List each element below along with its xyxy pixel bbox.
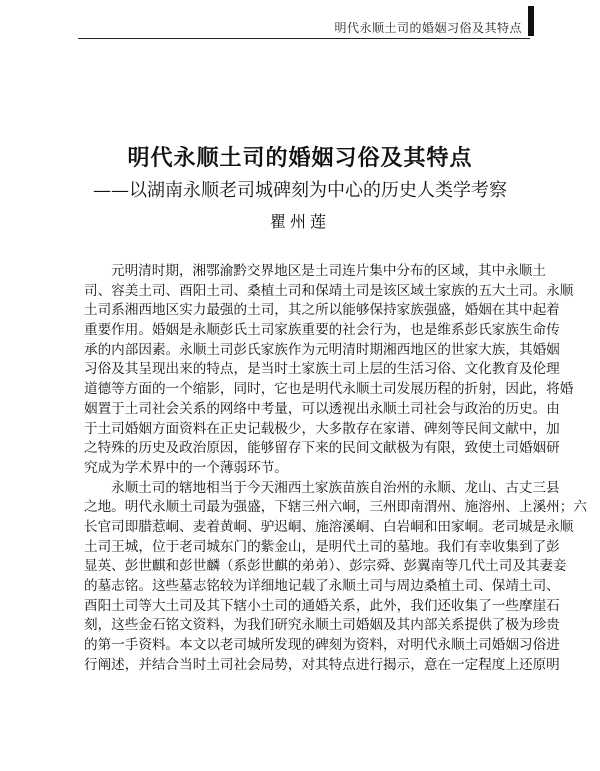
body-line: 的第一手资料。本文以老司城所发现的碑刻为资料，对明代永顺土司婚姻习俗进 bbox=[84, 637, 560, 654]
body-line: 究成为学术界中的一个薄弱环节。 bbox=[84, 459, 288, 476]
body-line: 姻置于土司社会关系的网络中考量，可以透视出永顺土司社会与政治的历史。由 bbox=[84, 400, 560, 417]
paragraph-1 bbox=[84, 262, 574, 479]
body-line: 永顺土司的辖地相当于今天湘西土家族苗族自治州的永顺、龙山、古丈三县 bbox=[111, 479, 560, 496]
body-line: 显英、彭世麒和彭世麟（系彭世麒的弟弟）、彭宗舜、彭翼南等几代土司及其妻妾 bbox=[84, 558, 567, 575]
running-title: 明代永顺土司的婚姻习俗及其特点 bbox=[334, 21, 522, 35]
body-line: 酉阳土司等大土司及其下辖小土司的通婚关系，此外，我们还收集了一些摩崖石 bbox=[84, 597, 560, 614]
running-header bbox=[78, 16, 530, 39]
body-line: 长官司即腊惹峒、麦着黄峒、驴迟峒、施溶溪峒、白岩峒和田家峒。老司城是永顺 bbox=[84, 518, 574, 535]
body-line: 土司系湘西地区实力最强的土司，其之所以能够保持家族强盛，婚姻在其中起着 bbox=[84, 302, 560, 319]
body-line: 元明清时期，湘鄂渝黔交界地区是土司连片集中分布的区域，其中永顺土 bbox=[111, 263, 546, 279]
body-line: 承的内部因素。永顺土司彭氏家族作为元明清时期湘西地区的世家大族，其婚姻 bbox=[84, 341, 560, 358]
body-line: 道德等方面的一个缩影，同时，它也是明代永顺土司发展历程的折射，因此，将婚 bbox=[84, 381, 574, 398]
article-title: 明代永顺土司的婚姻习俗及其特点 bbox=[127, 145, 473, 171]
body-line: 土司王城，位于老司城东门的紫金山，是明代土司的墓地。我们有幸收集到了彭 bbox=[84, 538, 560, 555]
article-author: 瞿州莲 bbox=[269, 212, 330, 231]
body-line: 司、容美土司、酉阳土司、桑植土司和保靖土司是该区域土家族的五大土司。永顺 bbox=[84, 282, 574, 299]
body-line: 刻，这些金石铭文资料，为我们研究永顺土司婚姻及其内部关系提供了极为珍贵 bbox=[84, 617, 560, 634]
body-line: 于土司婚姻方面资料在正史记载极少，大多散存在家谱、碑刻等民间文献中，加 bbox=[84, 420, 560, 437]
article-body bbox=[84, 262, 587, 675]
body-line: 习俗及其呈现出来的特点，是当时土家族土司上层的生活习俗、文化教育及伦理 bbox=[84, 361, 560, 378]
body-line: 之地。明代永顺土司最为强盛，下辖三州六峒，三州即南渭州、施溶州、上溪州；六 bbox=[84, 499, 587, 516]
body-line: 之特殊的历史及政治原因，能够留存下来的民间文献极为有限，致使土司婚姻研 bbox=[84, 440, 560, 457]
header-rule-bar bbox=[528, 6, 534, 36]
article-subtitle: ——以湖南永顺老司城碑刻为中心的历史人类学考察 bbox=[93, 180, 507, 201]
body-line: 的墓志铭。这些墓志铭较为详细地记载了永顺土司与周边桑植土司、保靖土司、 bbox=[84, 578, 560, 594]
body-line: 行阐述，并结合当时土司社会局势，对其特点进行揭示，意在一定程度上还原明 bbox=[84, 656, 560, 673]
paragraph-2 bbox=[84, 479, 587, 676]
body-line: 重要作用。婚姻是永顺彭氏土司家族重要的社会行为，也是维系彭氏家族生命传 bbox=[84, 322, 560, 339]
